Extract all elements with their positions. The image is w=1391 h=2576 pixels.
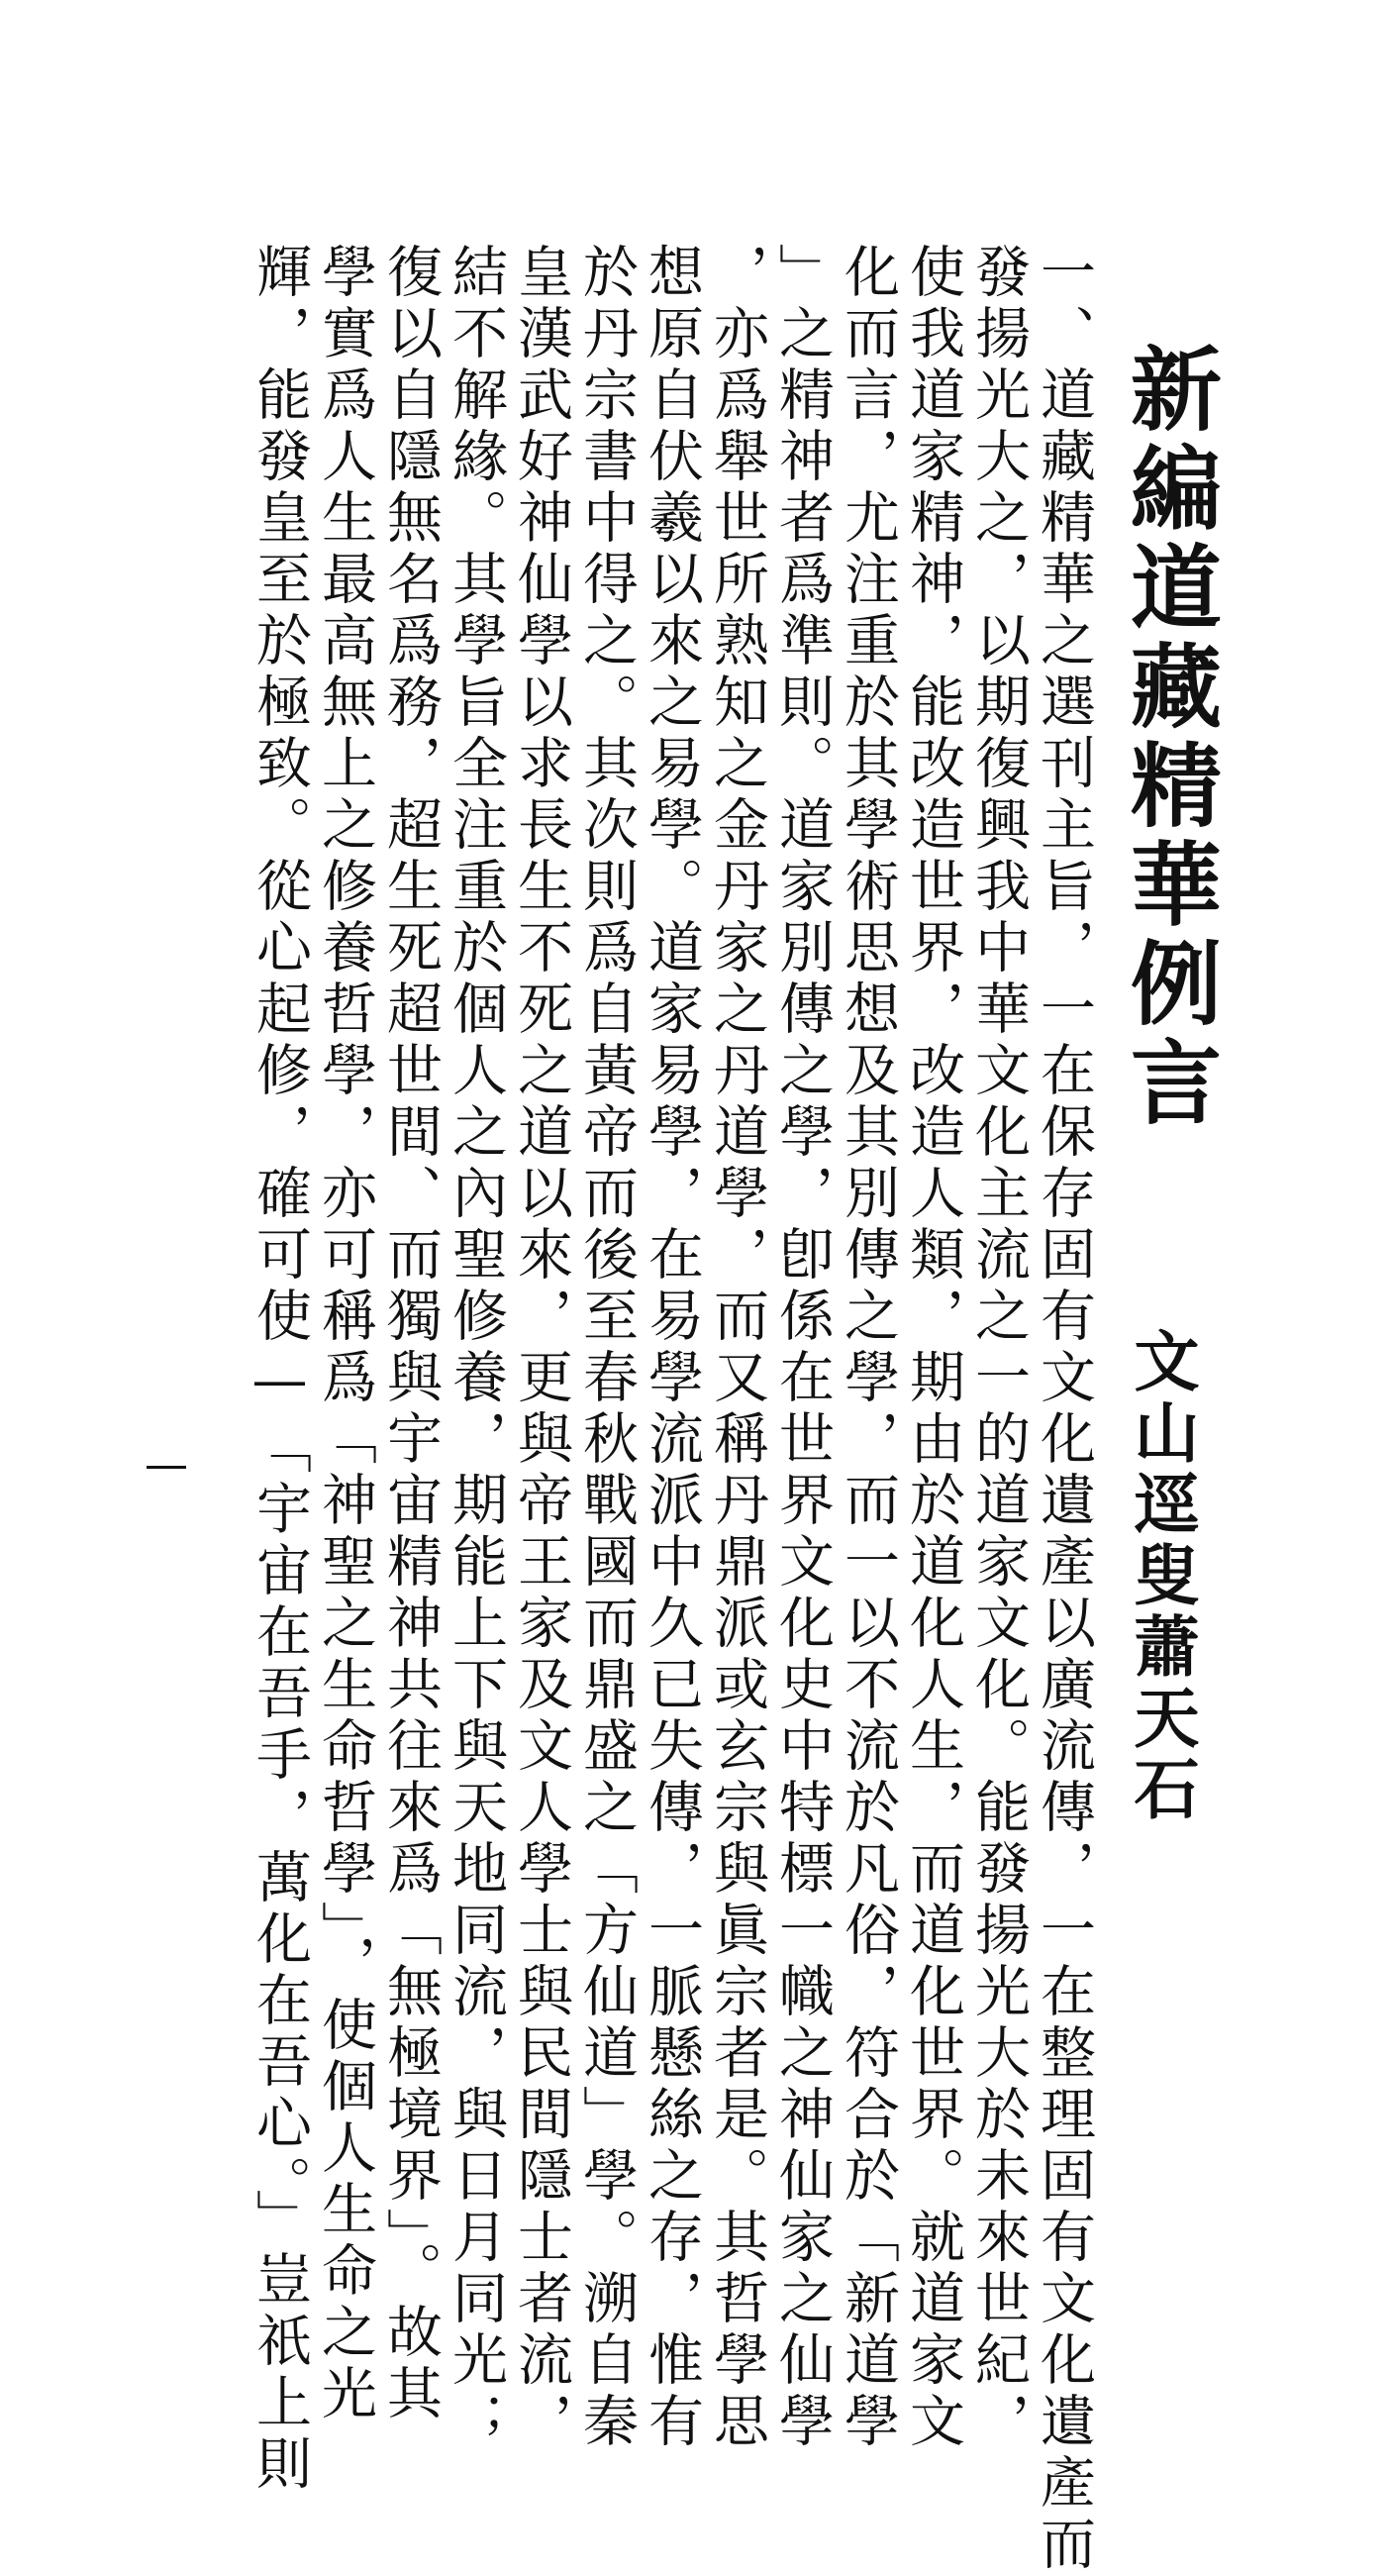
- body-column-11: 復以自隱無名爲務，超生死超世間、而獨與宇宙精神共往來爲「無極境界」。故其: [378, 243, 443, 2425]
- page-title: 新編道藏精華例言: [1116, 342, 1223, 1134]
- body-column-1: 一、道藏精華之選刊主旨，一在保存固有文化遺產以廣流傳，一在整理固有文化遺產而: [1032, 243, 1096, 2576]
- body-column-12: 學實爲人生最高無上之修養哲學，亦可稱爲「神聖之生命哲學」，使個人生命之光: [313, 243, 377, 2425]
- body-column-3: 使我道家精神，能改造世界，改造人類，期由於道化人生，而道化世界。就道家文: [901, 243, 965, 2453]
- body-column-2: 發揚光大之，以期復興我中華文化主流之一的道家文化。能發揚光大於未來世紀，: [966, 243, 1031, 2453]
- author-byline: 文山逕叟蕭天石: [1123, 1327, 1200, 1826]
- body-column-6: ，亦爲舉世所熟知之金丹家之丹道學，而又稱丹鼎派或玄宗與眞宗者是。其哲學思: [705, 243, 769, 2453]
- page-number-text: [147, 1466, 148, 1467]
- body-column-13: 輝，能發皇至於極致。從心起修，確可使—「宇宙在吾手，萬化在吾心。」豈祇上則: [248, 243, 312, 2496]
- body-column-10: 結不解緣。其學旨全注重於個人之內聖修養，期能上下與天地同流，與日月同光；: [444, 243, 508, 2453]
- body-column-5: 」之精神者爲準則。道家別傳之學，卽係在世界文化史中特標一幟之神仙家之仙學: [770, 243, 835, 2453]
- body-column-4: 化而言，尤注重於其學術思想及其別傳之學，而一以不流於凡俗，符合於「新道學: [836, 243, 900, 2453]
- page-number: [147, 1466, 186, 1469]
- body-column-7: 想原自伏羲以來之易學。道家易學，在易學流派中久已失傳，一脈懸絲之存，惟有: [640, 243, 704, 2453]
- body-column-9: 皇漢武好神仙學以求長生不死之道以來，更與帝王家及文人學士與民間隱士者流，: [509, 243, 573, 2453]
- body-column-8: 於丹宗書中得之。其次則爲自黃帝而後至春秋戰國而鼎盛之「方仙道」學。溯自秦: [574, 243, 639, 2453]
